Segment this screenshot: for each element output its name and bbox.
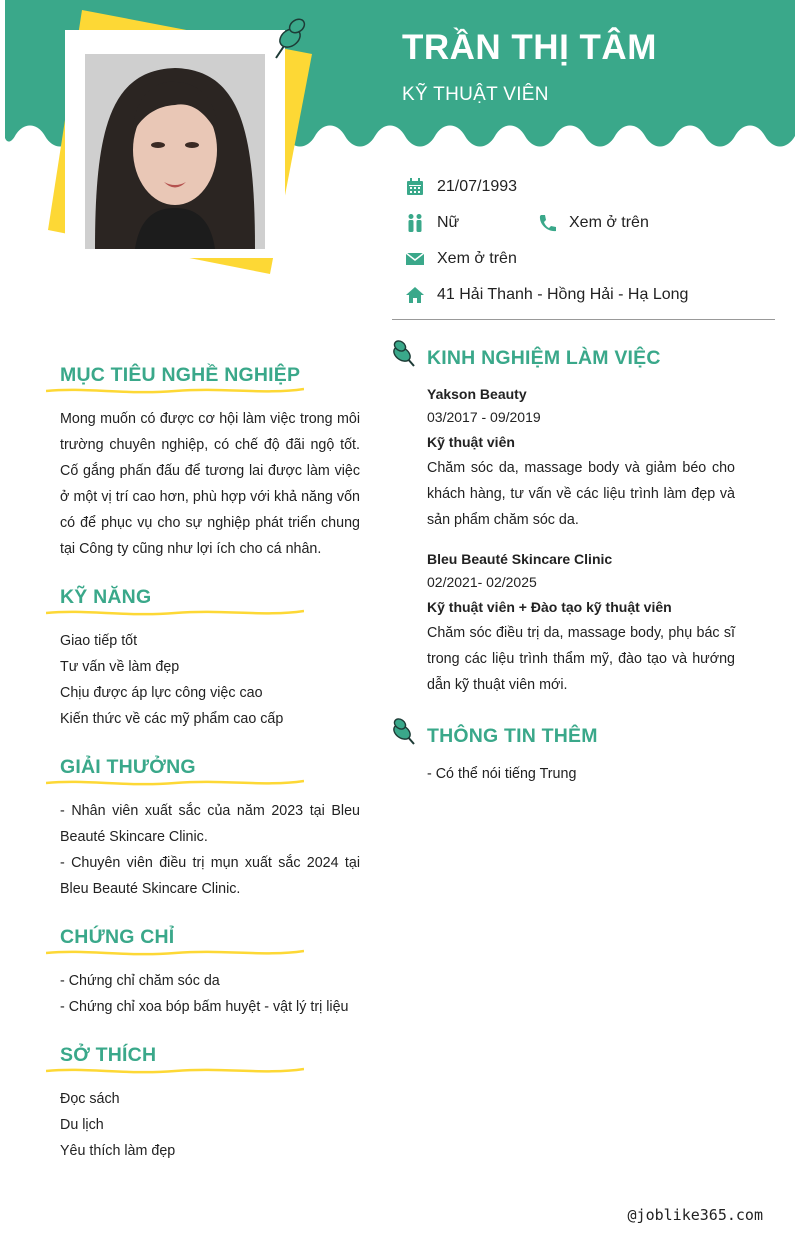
certificates-heading: CHỨNG CHỈ	[60, 926, 175, 948]
job-role: Kỹ thuật viên	[427, 434, 515, 450]
candidate-title: KỸ THUẬT VIÊN	[402, 84, 549, 105]
list-item: - Nhân viên xuất sắc của năm 2023 tại Bleu Beauté Skincare Clinic.	[60, 803, 360, 845]
list-item: - Có thể nói tiếng Trung	[427, 766, 577, 782]
heading-underline	[46, 386, 304, 396]
hobbies-list	[60, 1086, 175, 1164]
job-company: Bleu Beauté Skincare Clinic	[427, 551, 613, 567]
job-company: Yakson Beauty	[427, 386, 527, 402]
certificates-list	[60, 968, 349, 1020]
footer-watermark: @joblike365.com	[627, 1206, 763, 1224]
home-icon	[405, 285, 425, 305]
skills-list	[60, 628, 283, 732]
experience-heading: KINH NGHIỆM LÀM VIỆC	[427, 347, 661, 369]
job-period: 02/2021- 02/2025	[427, 574, 537, 590]
phone-text: Xem ở trên	[569, 214, 649, 231]
job-description: Chăm sóc da, massage body và giảm béo cho khách hàng, tư vấn về các liệu trình làm đẹp và sản phẩm chăm sóc da.	[427, 460, 735, 528]
pushpin-icon	[392, 340, 418, 368]
list-item: Tư vấn về làm đẹp	[60, 659, 180, 675]
address-text: 41 Hải Thanh - Hồng Hải - Hạ Long	[437, 286, 689, 303]
awards-heading: GIẢI THƯỞNG	[60, 756, 196, 778]
objective-text: Mong muốn có được cơ hội làm việc trong môi trường chuyên nghiệp, có chế độ đãi ngộ tốt. Cố gắng phấn đấu để tương lai được làm việc ở một vị trí cao hơn, phù hợp với khả năng vốn có để phục vụ cho sự nghiệp phát triển chung tại Công ty cũng như lợi ích cho cá nhân.	[60, 411, 360, 557]
calendar-icon	[405, 177, 425, 197]
pushpin-icon	[392, 718, 418, 746]
candidate-name: TRẦN THỊ TÂM	[402, 28, 657, 67]
contact-email	[405, 249, 517, 269]
awards-list	[60, 798, 360, 902]
heading-underline	[46, 948, 304, 958]
heading-underline	[46, 608, 304, 618]
objective-heading: MỤC TIÊU NGHỀ NGHIỆP	[60, 364, 301, 386]
extra-list	[427, 761, 576, 787]
job-role: Kỹ thuật viên + Đào tạo kỹ thuật viên	[427, 599, 672, 615]
list-item: - Chuyên viên điều trị mụn xuất sắc 2024 tại Bleu Beauté Skincare Clinic.	[60, 855, 360, 897]
list-item: Du lịch	[60, 1117, 104, 1133]
contact-gender	[405, 213, 459, 233]
job-period: 03/2017 - 09/2019	[427, 409, 541, 425]
skills-heading: KỸ NĂNG	[60, 586, 152, 608]
list-item: Đọc sách	[60, 1091, 120, 1107]
phone-icon	[537, 213, 557, 233]
contact-divider	[392, 319, 775, 320]
list-item: - Chứng chỉ chăm sóc da	[60, 973, 220, 989]
birthday-text: 21/07/1993	[437, 178, 518, 195]
list-item: Giao tiếp tốt	[60, 633, 138, 649]
avatar	[85, 54, 265, 249]
contact-phone	[537, 213, 649, 233]
contact-address	[405, 285, 688, 305]
gender-text: Nữ	[437, 214, 460, 231]
job-description: Chăm sóc điều trị da, massage body, phụ bác sĩ trong các liệu trình thẩm mỹ, đào tạo và hướng dẫn kỹ thuật viên mới.	[427, 625, 735, 693]
list-item: - Chứng chỉ xoa bóp bấm huyệt - vật lý trị liệu	[60, 999, 349, 1015]
heading-underline	[46, 1066, 304, 1076]
heading-underline	[46, 778, 304, 788]
mail-icon	[405, 249, 425, 269]
list-item: Chịu được áp lực công việc cao	[60, 685, 263, 701]
hobbies-heading: SỞ THÍCH	[60, 1044, 157, 1066]
people-icon	[405, 213, 425, 233]
list-item: Kiến thức về các mỹ phẩm cao cấp	[60, 711, 284, 727]
list-item: Yêu thích làm đẹp	[60, 1143, 176, 1159]
extra-heading: THÔNG TIN THÊM	[427, 725, 598, 747]
pushpin-icon	[266, 16, 308, 60]
contact-birthday	[405, 177, 517, 197]
email-text: Xem ở trên	[437, 250, 517, 267]
